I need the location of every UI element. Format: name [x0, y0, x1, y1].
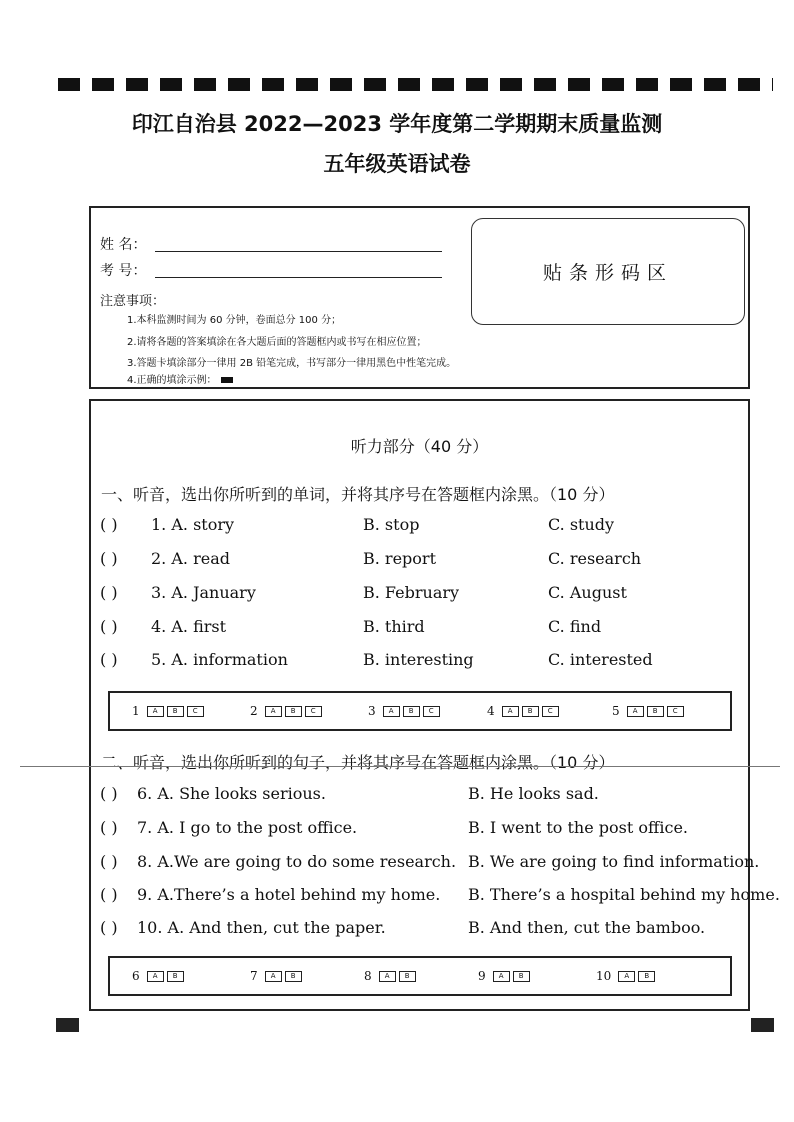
scan-line: [20, 766, 780, 767]
bubble-c[interactable]: C: [423, 706, 440, 717]
bubble-b[interactable]: B: [285, 706, 302, 717]
option-a: 7. A. I go to the post office.: [137, 818, 358, 837]
bubble-b[interactable]: B: [522, 706, 539, 717]
option-a: 4. A. first: [151, 617, 227, 636]
bubble-b[interactable]: B: [403, 706, 420, 717]
option-c: C. study: [548, 515, 615, 534]
answer-strip-part2: [108, 956, 732, 996]
note-item: [127, 371, 233, 386]
answer-blank[interactable]: ( ): [100, 818, 118, 837]
bubble-a[interactable]: A: [618, 971, 635, 982]
answer-number: 1: [132, 704, 140, 718]
answer-group: [132, 969, 187, 983]
bubble-b[interactable]: B: [638, 971, 655, 982]
bubble-b[interactable]: B: [647, 706, 664, 717]
bubble-a[interactable]: A: [627, 706, 644, 717]
registration-bar: [58, 78, 773, 91]
answer-blank[interactable]: ( ): [100, 515, 118, 534]
answer-group: [250, 969, 305, 983]
barcode-area: [471, 218, 745, 325]
id-field[interactable]: [100, 260, 146, 280]
answer-number: 3: [368, 704, 376, 718]
notes-title: 注意事项：: [100, 294, 166, 309]
note-item: 2.请将各题的答案填涂在各大题后面的答题框内或书写在相应位置；: [127, 337, 427, 348]
answer-blank[interactable]: ( ): [100, 852, 118, 871]
answer-group: [596, 969, 658, 983]
exam-subtitle: 五年级英语试卷: [323, 152, 471, 176]
question-row: [91, 617, 748, 641]
bubble-a[interactable]: A: [147, 971, 164, 982]
bubble-a[interactable]: A: [383, 706, 400, 717]
listening-section: [89, 399, 780, 1011]
answer-group: [612, 704, 687, 718]
answer-number: 4: [487, 704, 495, 718]
student-info-box: [89, 206, 750, 389]
question-row: [91, 852, 760, 876]
option-b: B. stop: [363, 515, 420, 534]
answer-number: 2: [250, 704, 258, 718]
bubble-b[interactable]: B: [285, 971, 302, 982]
note-item: 3.答题卡填涂部分一律用 2B 铅笔完成，书写部分一律用黑色中性笔完成。: [127, 358, 457, 369]
option-a: 3. A. January: [151, 583, 256, 602]
answer-blank[interactable]: ( ): [100, 650, 118, 669]
bubble-a[interactable]: A: [502, 706, 519, 717]
option-a: 5. A. information: [151, 650, 288, 669]
option-c: C. research: [548, 549, 642, 568]
option-b: B. February: [363, 583, 460, 602]
option-b: B. We are going to find information.: [468, 852, 760, 871]
answer-blank[interactable]: ( ): [100, 549, 118, 568]
answer-group: [478, 969, 533, 983]
part2-heading: 二、听音，选出你所听到的句子，并将其序号在答题框内涂黑。（10 分）: [101, 753, 615, 772]
option-c: C. interested: [548, 650, 653, 669]
option-a: 2. A. read: [151, 549, 230, 568]
name-field[interactable]: [100, 234, 146, 254]
answer-blank[interactable]: ( ): [100, 617, 118, 636]
option-a: 1. A. story: [151, 515, 235, 534]
bubble-a[interactable]: A: [147, 706, 164, 717]
answer-blank[interactable]: ( ): [100, 918, 118, 937]
answer-number: 8: [364, 969, 372, 983]
question-row: [91, 549, 748, 573]
answer-number: 7: [250, 969, 258, 983]
answer-blank[interactable]: ( ): [100, 583, 118, 602]
answer-number: 6: [132, 969, 140, 983]
question-row: [91, 918, 748, 942]
option-a: 9. A.There’s a hotel behind my home.: [137, 885, 441, 904]
answer-number: 10: [596, 969, 612, 983]
answer-strip-part1: [108, 691, 732, 731]
note-text: 4.正确的填涂示例：: [127, 375, 217, 386]
bubble-c[interactable]: C: [187, 706, 204, 717]
option-a: 10. A. And then, cut the paper.: [137, 918, 386, 937]
bubble-c[interactable]: C: [542, 706, 559, 717]
option-a: 6. A. She looks serious.: [137, 784, 326, 803]
bubble-c[interactable]: C: [305, 706, 322, 717]
option-b: B. interesting: [363, 650, 474, 669]
exam-title: 印江自治县 2022—2023 学年度第二学期期末质量监测: [131, 112, 663, 136]
answer-blank[interactable]: ( ): [100, 885, 118, 904]
answer-group: [487, 704, 562, 718]
id-label: 考 号：: [100, 263, 147, 279]
option-b: B. There’s a hospital behind my home.: [468, 885, 780, 904]
bubble-c[interactable]: C: [667, 706, 684, 717]
section-title: 听力部分（40 分）: [350, 437, 489, 456]
corner-mark-right: [751, 1018, 774, 1032]
answer-blank[interactable]: ( ): [100, 784, 118, 803]
option-b: B. He looks sad.: [468, 784, 599, 803]
question-row: [91, 650, 748, 674]
bubble-a[interactable]: A: [265, 706, 282, 717]
answer-number: 5: [612, 704, 620, 718]
option-b: B. And then, cut the bamboo.: [468, 918, 706, 937]
answer-group: [368, 704, 443, 718]
bubble-b[interactable]: B: [167, 706, 184, 717]
option-a: 8. A.We are going to do some research.: [137, 852, 457, 871]
option-b: B. I went to the post office.: [468, 818, 688, 837]
question-row: [91, 784, 748, 808]
name-line[interactable]: [155, 251, 442, 252]
option-c: C. August: [548, 583, 627, 602]
name-label: 姓 名：: [100, 237, 147, 253]
fill-sample-mark: [221, 377, 233, 383]
answer-group: [364, 969, 419, 983]
question-row: [91, 583, 748, 607]
question-row: [91, 885, 780, 909]
bubble-b[interactable]: B: [513, 971, 530, 982]
option-b: B. report: [363, 549, 436, 568]
id-line[interactable]: [155, 277, 442, 278]
part1-heading: 一、听音，选出你所听到的单词，并将其序号在答题框内涂黑。（10 分）: [101, 485, 615, 504]
bubble-a[interactable]: A: [493, 971, 510, 982]
note-item: 1.本科监测时间为 60 分钟，卷面总分 100 分；: [127, 315, 342, 326]
answer-group: [250, 704, 325, 718]
bubble-a[interactable]: A: [265, 971, 282, 982]
option-c: C. find: [548, 617, 602, 636]
option-b: B. third: [363, 617, 425, 636]
bubble-a[interactable]: A: [379, 971, 396, 982]
corner-mark-left: [56, 1018, 79, 1032]
answer-number: 9: [478, 969, 486, 983]
barcode-label: 贴条形码区: [542, 262, 673, 284]
question-row: [91, 515, 748, 539]
bubble-b[interactable]: B: [167, 971, 184, 982]
question-row: [91, 818, 748, 842]
answer-group: [132, 704, 207, 718]
bubble-b[interactable]: B: [399, 971, 416, 982]
